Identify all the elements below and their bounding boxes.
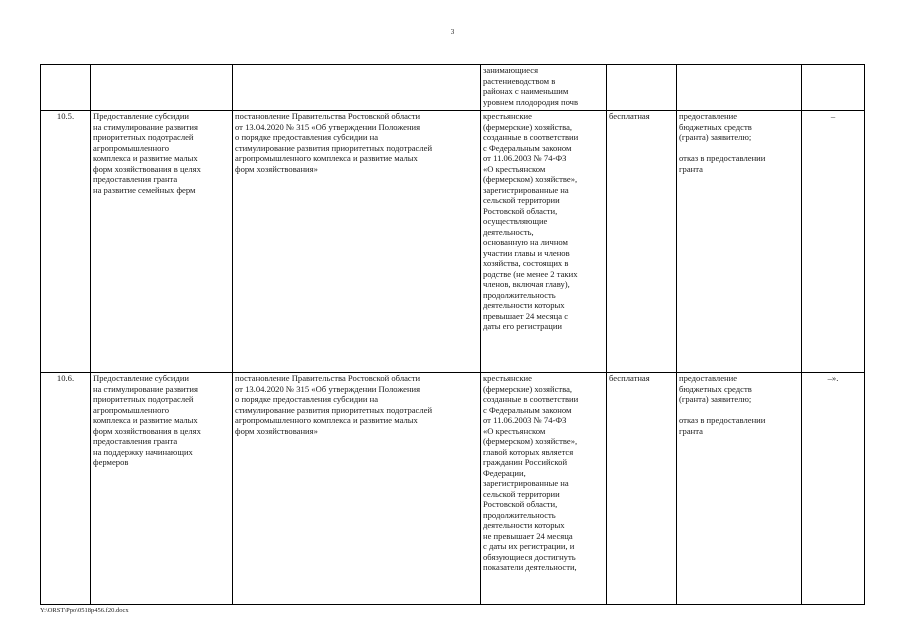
last-column: –». <box>802 373 865 605</box>
recipients: крестьянские (фермерские) хозяйства, созданные в соответствии с Федеральным законом от 11.06.2003 № 74-ФЗ «О крестьянском (фермерском) хозяйстве», главой которых является гражданин Российской Федерации, зарегистрированные на сельской территории Ростовской области, продолжительность деятельности которых не превышает 24 месяца с даты их регистрации, и обязующиеся достигнуть показатели деятельности, <box>481 373 607 605</box>
fee: бесплатная <box>607 373 677 605</box>
fee <box>607 65 677 111</box>
table-row-continued <box>41 65 865 111</box>
row-number <box>41 65 91 111</box>
table-row-10-6 <box>41 373 865 605</box>
service-name: Предоставление субсидии на стимулирование развития приоритетных подотраслей агропромышленного комплекса и развитие малых форм хозяйствования в целях предоставления гранта на развитие семейных ферм <box>91 111 233 373</box>
row-number: 10.5. <box>41 111 91 373</box>
last-column <box>802 65 865 111</box>
services-table <box>40 64 865 605</box>
fee: бесплатная <box>607 111 677 373</box>
result: предоставление бюджетных средств (гранта) заявителю; отказ в предоставлении гранта <box>677 373 802 605</box>
recipients: занимающиеся растениеводством в районах с наименьшим уровнем плодородия почв <box>481 65 607 111</box>
page-number: 3 <box>450 28 455 36</box>
service-name: Предоставление субсидии на стимулирование развития приоритетных подотраслей агропромышленного комплекса и развитие малых форм хозяйствования в целях предоставления гранта на поддержку начинающих фермеров <box>91 373 233 605</box>
last-column: – <box>802 111 865 373</box>
recipients: крестьянские (фермерские) хозяйства, созданные в соответствии с Федеральным законом от 11.06.2003 № 74-ФЗ «О крестьянском (фермерском) хозяйстве», зарегистрированные на сельской территории Ростовской области, осуществляющие деятельность, основанную на личном участии главы и членов хозяйства, состоящих в родстве (не менее 2 таких членов, включая главу), продолжительность деятельности которых превышает 24 месяца с даты его регистрации <box>481 111 607 373</box>
result <box>677 65 802 111</box>
legal-act <box>233 65 481 111</box>
legal-act: постановление Правительства Ростовской области от 13.04.2020 № 315 «Об утверждении Положения о порядке предоставления субсидии на стимулирование развития приоритетных подотраслей агропромышленного комплекса и развитие малых форм хозяйствования» <box>233 111 481 373</box>
row-number: 10.6. <box>41 373 91 605</box>
service-name <box>91 65 233 111</box>
result: предоставление бюджетных средств (гранта) заявителю; отказ в предоставлении гранта <box>677 111 802 373</box>
legal-act: постановление Правительства Ростовской области от 13.04.2020 № 315 «Об утверждении Положения о порядке предоставления субсидии на стимулирование развития приоритетных подотраслей агропромышленного комплекса и развитие малых форм хозяйствования» <box>233 373 481 605</box>
table-row-10-5 <box>41 111 865 373</box>
file-path-footer: Y:\ORST\Ppo\0518p456.f20.docx <box>40 607 129 614</box>
